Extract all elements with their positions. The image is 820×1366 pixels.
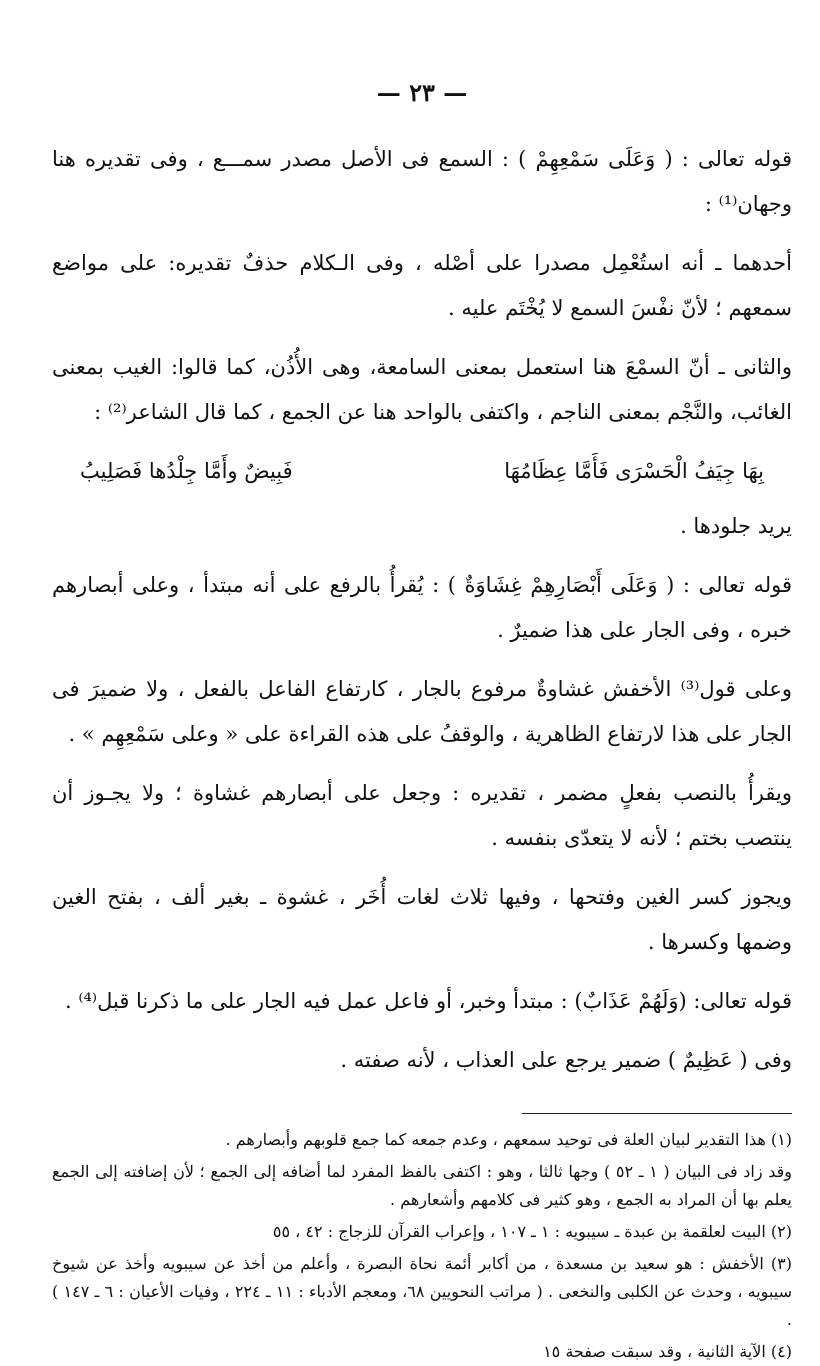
- paragraph-1: قوله تعالى : ( وَعَلَى سَمْعِهِمْ ) : السمع فى الأصل مصدر سمـــع ، وفى تقديره هنا وجهان⁽¹⁾ :: [52, 147, 792, 216]
- paragraph-4: يريد جلودها .: [680, 514, 792, 538]
- verse-hemistich-second: فَبِيضٌ وأَمَّا جِلْدُها فَصَلِيبُ: [80, 459, 293, 483]
- footnotes: [52, 1126, 792, 1366]
- footnote-2: (٢) البيت لعلقمة بن عبدة ـ سيبويه : ١ ـ ١٠٧ ، وإعراب القرآن للزجاج : ٤٢ ، ٥٥: [272, 1222, 792, 1241]
- paragraph-10: وفى ( عَظِيمٌ ) ضمير يرجع على العذاب ، لأنه صفته .: [340, 1048, 792, 1072]
- paragraph-2: أحدهما ـ أنه استُعْمِل مصدرا على أصْله ، وفى الـكلام حذفٌ تقديره: على مواضع سمعهم ؛ لأنّ نفْسَ السمع لا يُخْتَم عليه .: [52, 251, 792, 320]
- document-page: [52, 60, 793, 1361]
- footnote-divider: [522, 1113, 792, 1114]
- footnote-4: (٤) الآية الثانية ، وقد سبقت صفحة ١٥: [543, 1342, 792, 1361]
- page-number: — ٢٣ —: [376, 78, 468, 107]
- paragraph-7: ويقرأُ بالنصب بفعلٍ مضمر ، تقديره : وجعل على أبصارهم غشاوة ؛ ولا يجـوز أن ينتصب بختم ؛ لأنه لا يتعدّى بنفسه .: [52, 781, 792, 850]
- paragraph-9: قوله تعالى: (وَلَهُمْ عَذَابٌ) : مبتدأ وخبر، أو فاعل عمل فيه الجار على ما ذكرنا قبل⁽⁴⁾ .: [64, 989, 792, 1013]
- footnote-1-continued: وقد زاد فى البيان ( ١ ـ ٥٢ ) وجها ثالثا ، وهو : اكتفى بالفظ المفرد لما أضافه إلى الجمع ؛ لأن إضافته إلى الجمع يعلم بها أن المراد به الجمع ، وهو كثير فى كلامهم وأشعارهم .: [52, 1162, 793, 1209]
- paragraph-8: ويجوز كسر الغين وفتحها ، وفيها ثلاث لغات أُخَر ، غشوة ـ بغير ألف ، بفتح الغين وضمها وكسرها .: [52, 885, 792, 954]
- footnote-3: (٣) الأخفش : هو سعيد بن مسعدة ، من أكابر أئمة نحاة البصرة ، وأعلم من أخذ عن سيبويه وأخذ عن شيوخ سيبويه ، وحدث عن الكلبى والنخعى . ( مراتب النحويين ٦٨، ومعجم الأدباء : ١١ ـ ٢٢٤ ، وفيات الأعيان : ٦ ـ ١٤٧ ) .: [52, 1254, 793, 1329]
- footnote-1: (١) هذا التقدير لبيان العلة فى توحيد سمعهم ، وعدم جمعه كما جمع قلوبهم وأبصارهم .: [225, 1130, 792, 1149]
- paragraph-3: والثانى ـ أنّ السمْعَ هنا استعمل بمعنى السامعة، وهى الأُذُن، كما قالوا: الغيب بمعنى الغائب، والنَّجْم بمعنى الناجم ، واكتفى بالواحد هنا عن الجمع ، كما قال الشاعر⁽²⁾ :: [52, 355, 792, 424]
- main-text: [52, 137, 792, 1083]
- poetry-verse: [52, 449, 792, 494]
- paragraph-6: وعلى قول⁽³⁾ الأخفش غشاوةٌ مرفوع بالجار ، كارتفاع الفاعل بالفعل ، ولا ضميرَ فى الجار على هذا لارتفاع الظاهرية ، والوقفُ على هذه القراءة على « وعلى سَمْعِهِم » .: [52, 677, 792, 746]
- paragraph-5: قوله تعالى : ( وَعَلَى أَبْصَارِهِمْ غِشَاوَةٌ ) : يُقرأُ بالرفع على أنه مبتدأ ، وعلى أبصارهم خبره ، وفى الجار على هذا ضميرٌ .: [52, 573, 792, 642]
- verse-hemistich-first: بِهَا جِيَفُ الْحَسْرَى فَأَمَّا عِظَامُهَا: [504, 459, 764, 483]
